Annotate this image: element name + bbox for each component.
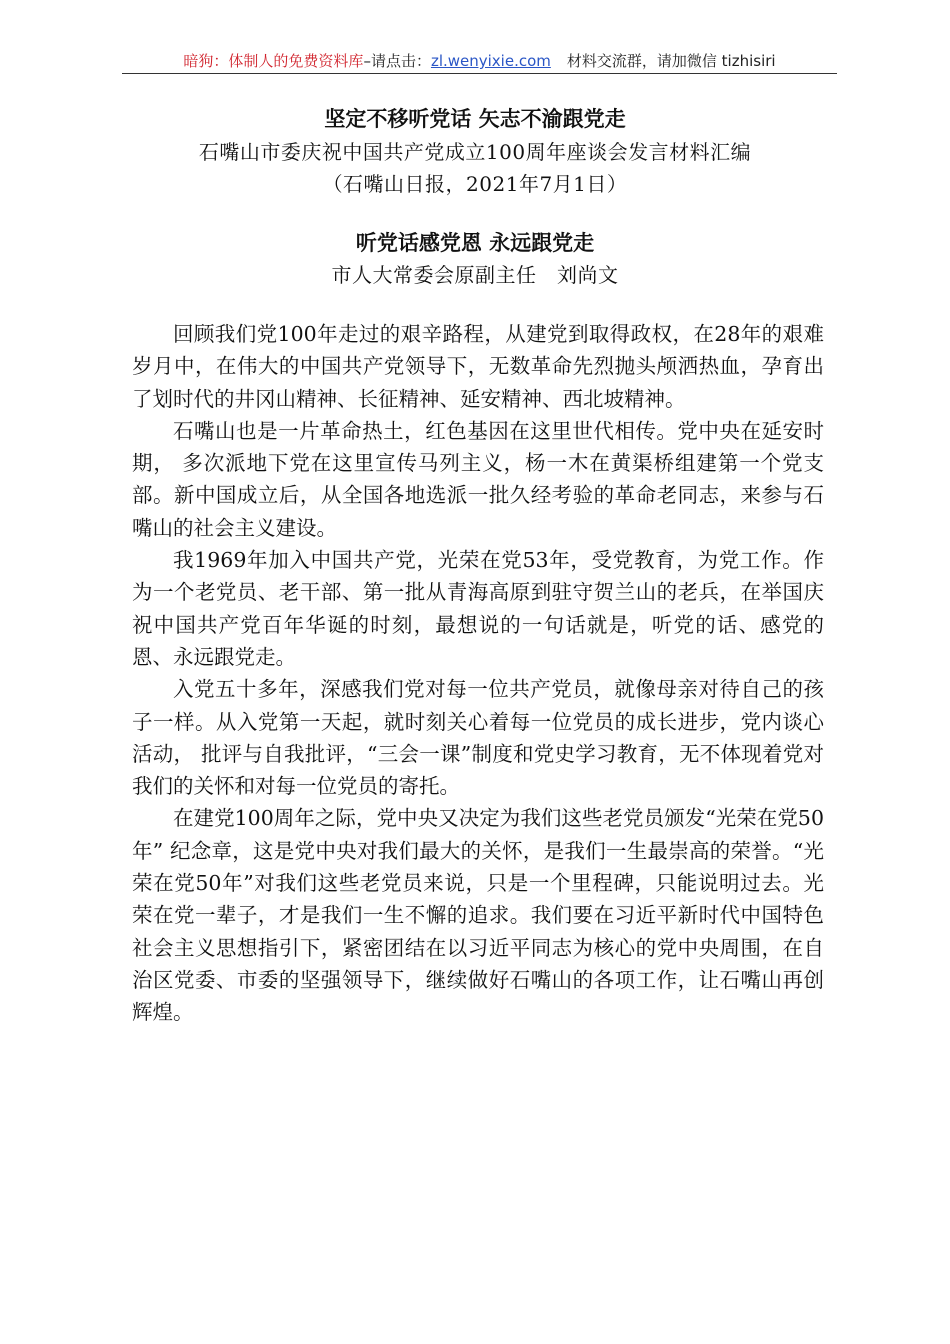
header-group-note: 材料交流群，请加微信 tizhisiri <box>566 52 776 70</box>
paragraph: 入党五十多年，深感我们党对每一位共产党员，就像母亲对待自己的孩子一样。从入党第一天起，就时刻关心着每一位党员的成长进步，党内谈心活动， 批评与自我批评，“三会一课”制度和党史学习教育，无不体现着党对我们的关怀和对每一位党员的寄托。 <box>132 677 824 799</box>
header-divider <box>122 73 837 74</box>
page-header <box>122 50 837 74</box>
header-source-label: 暗狗：体制人的免费资料库 <box>183 52 364 70</box>
article-body <box>132 318 824 1029</box>
speaker-line: 市人大常委会原副主任 刘尚文 <box>331 263 619 287</box>
document-subtitle: 石嘴山市委庆祝中国共产党成立100周年座谈会发言材料汇编 <box>198 140 752 164</box>
source-date: （石嘴山日报，2021年7月1日） <box>322 172 628 196</box>
paragraph: 石嘴山也是一片革命热土，红色基因在这里世代相传。党中央在延安时期， 多次派地下党在这里宣传马列主义，杨一木在黄渠桥组建第一个党支部。新中国成立后，从全国各地选派一批久经考验的革命老同志，来参与石嘴山的社会主义建设。 <box>132 418 824 540</box>
main-title: 坚定不移听党话 矢志不渝跟党走 <box>324 106 626 131</box>
header-link[interactable]: zl.wenyixie.com <box>430 52 551 70</box>
speech-title: 听党话感党恩 永远跟党走 <box>355 230 595 255</box>
paragraph: 回顾我们党100年走过的艰辛路程，从建党到取得政权，在28年的艰难岁月中，在伟大的中国共产党领导下，无数革命先烈抛头颅洒热血，孕育出了划时代的井冈山精神、长征精神、延安精神、西北坡精神。 <box>132 322 824 411</box>
paragraph: 我1969年加入中国共产党，光荣在党53年，受党教育，为党工作。作为一个老党员、老干部、第一批从青海高原到驻守贺兰山的老兵，在举国庆祝中国共产党百年华诞的时刻，最想说的一句话就是，听党的话、感党的恩、永远跟党走。 <box>132 548 824 669</box>
header-click-prompt: –请点击： <box>363 52 431 70</box>
paragraph: 在建党100周年之际，党中央又决定为我们这些老党员颁发“光荣在党50年” 纪念章，这是党中央对我们最大的关怀，是我们一生最崇高的荣誉。“光荣在党50年”对我们这些老党员来说，只是一个里程碑，只能说明过去。光荣在党一辈子，才是我们一生不懈的追求。我们要在习近平新时代中国特色社会主义思想指引下，紧密团结在以习近平同志为核心的党中央周围，在自治区党委、市委的坚强领导下，继续做好石嘴山的各项工作，让石嘴山再创辉煌。 <box>132 806 824 1025</box>
